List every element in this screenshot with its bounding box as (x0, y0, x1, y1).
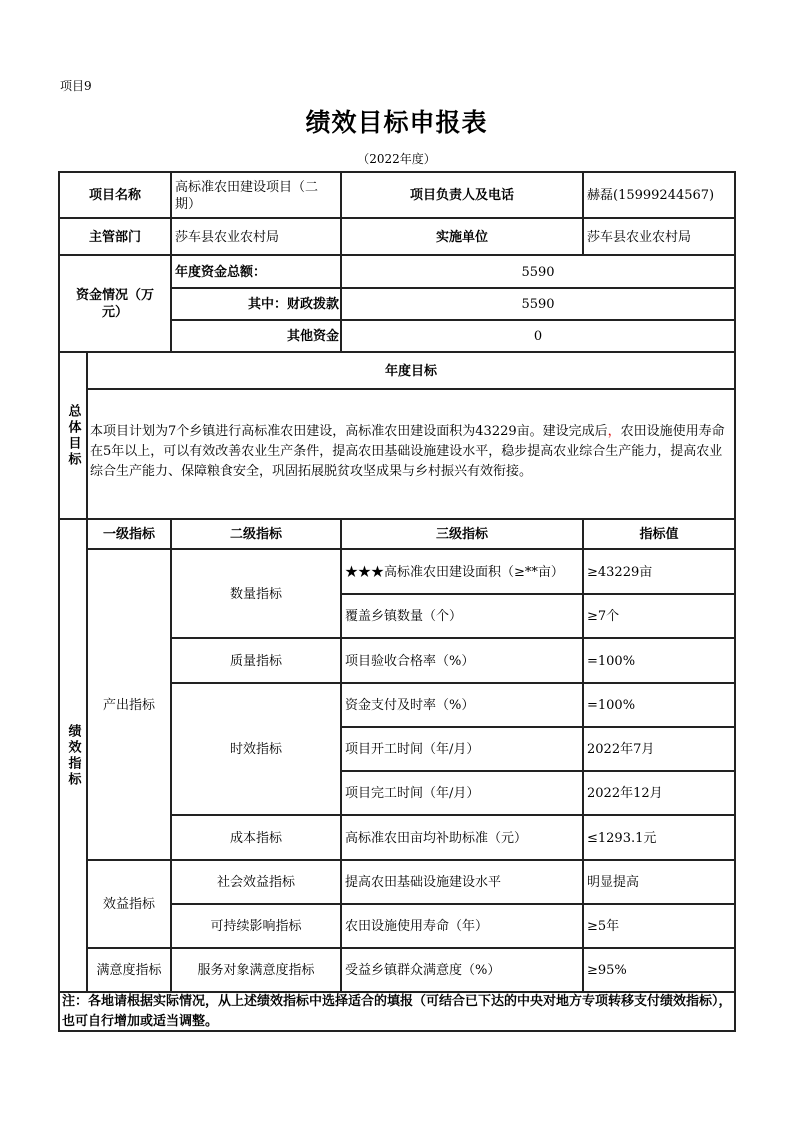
indicator-value: =100% (587, 698, 636, 713)
indicator-value: ≥7个 (587, 609, 620, 624)
indicator-value: ≤1293.1元 (587, 830, 657, 846)
goal-text-red-comma: ， (607, 423, 621, 439)
indicator-value: 2022年12月 (587, 786, 663, 801)
dept-value: 莎车县农业农村局 (175, 229, 280, 245)
level3-item: 项目验收合格率（%） (345, 653, 475, 669)
level3-item: 受益乡镇群众满意度（%） (345, 963, 501, 978)
level1-satisfaction: 满意度指标 (96, 963, 162, 978)
indicator-value: 明显提高 (587, 875, 640, 890)
indicator-value: ≥5年 (587, 919, 620, 934)
goal-text-part2: 农田设施使用寿命在5年以上，可以有效改善农业生产条件，提高农田基础设施建设水平，稳步提高农业综合生产能力，提高农业综合生产能力、保障粮食安全，巩固拓展脱贫攻坚成果与乡村振兴有效衔接。 (90, 423, 725, 479)
level3-item: 农田设施使用寿命（年） (345, 919, 489, 934)
page-label: 项目9 (60, 79, 92, 93)
level1-output: 产出指标 (102, 697, 155, 713)
level2-timeliness: 时效指标 (229, 742, 282, 757)
goal-paragraph (90, 422, 732, 482)
level2-service-satisfaction: 服务对象满意度指标 (197, 963, 315, 978)
goal-text (88, 390, 734, 519)
funds-fiscal-value: 5590 (521, 297, 555, 312)
page-title: 绩效目标申报表 (305, 108, 488, 137)
level3-item: ★★★高标准农田建设面积（≥**亩） (345, 564, 564, 580)
owner-value: 赫磊(15999244567) (587, 188, 715, 203)
level3-item: 项目完工时间（年/月） (345, 786, 480, 801)
project-name-label: 项目名称 (88, 188, 141, 203)
level3-item: 资金支付及时率（%） (345, 698, 475, 713)
level3-item: 高标准农田亩均补助标准（元） (345, 830, 528, 846)
table-border-right (734, 171, 736, 1032)
funds-total-value: 5590 (521, 264, 555, 280)
level3-item: 项目开工时间（年/月） (345, 742, 480, 757)
indicator-value: =100% (587, 653, 636, 669)
level2-cost: 成本指标 (229, 830, 282, 846)
goal-side-label: 总体目标 (65, 404, 81, 468)
indicator-value: 2022年7月 (587, 742, 655, 757)
funds-other-value: 0 (533, 329, 543, 344)
goal-text-part1: 本项目计划为7个乡镇进行高标准农田建设，高标准农田建设面积为43229亩。建设完成后 (90, 423, 608, 439)
funds-fiscal-label: 其中：财政拨款 (247, 297, 339, 312)
level2-quantity: 数量指标 (229, 586, 282, 602)
col-header-value: 指标值 (639, 527, 679, 542)
project-name-value: 高标准农田建设项目（二期） (175, 179, 319, 212)
indicators-side-label: 绩效指标 (65, 724, 81, 788)
page-subtitle: （2022年度） (357, 152, 436, 166)
funds-other-label: 其他资金 (286, 329, 339, 344)
goal-header: 年度目标 (384, 363, 437, 379)
impl-value: 莎车县农业农村局 (587, 229, 692, 245)
level2-social: 社会效益指标 (216, 875, 295, 890)
level2-quality: 质量指标 (229, 653, 282, 669)
col-header-level2: 二级指标 (229, 527, 282, 542)
owner-label: 项目负责人及电话 (409, 188, 514, 203)
level1-benefit: 效益指标 (102, 897, 155, 912)
impl-label: 实施单位 (435, 229, 488, 245)
indicator-value: ≥43229亩 (587, 564, 653, 580)
funds-label: 资金情况（万元） (75, 288, 154, 320)
dept-label: 主管部门 (88, 229, 141, 245)
footnote: 注：各地请根据实际情况，从上述绩效指标中选择适合的填报（可结合已下达的中央对地方专项转移支付绩效指标），也可自行增加或适当调整。 (62, 994, 732, 1029)
level2-sustainable: 可持续影响指标 (210, 919, 302, 934)
col-header-level3: 三级指标 (435, 527, 488, 542)
col-header-level1: 一级指标 (102, 527, 155, 542)
level3-item: 提高农田基础设施建设水平 (345, 875, 502, 890)
indicator-value: ≥95% (587, 963, 627, 978)
level3-item: 覆盖乡镇数量（个） (345, 609, 463, 624)
funds-total-label: 年度资金总额： (175, 264, 267, 280)
